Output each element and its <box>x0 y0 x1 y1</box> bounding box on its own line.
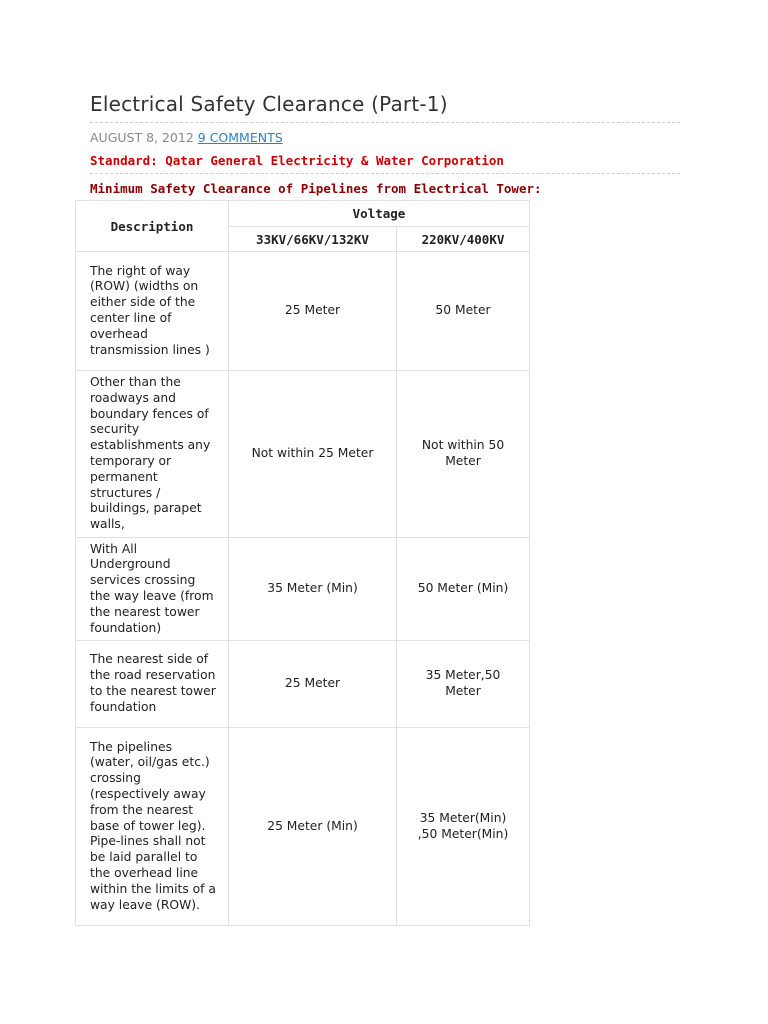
table-row <box>76 252 530 371</box>
row-value-low: Not within 25 Meter <box>229 371 397 538</box>
row-value-low: 25 Meter <box>229 641 397 728</box>
row-description: The nearest side of the road reservation to the nearest tower foundation <box>76 641 229 728</box>
row-description: With All Underground services crossing the way leave (from the nearest tower foundation) <box>76 538 229 641</box>
header-description: Description <box>76 201 229 252</box>
table-row <box>76 371 530 538</box>
table-row <box>76 538 530 641</box>
comments-link[interactable]: 9 COMMENTS <box>197 130 283 145</box>
standard-divider <box>90 173 680 174</box>
row-value-low: 25 Meter <box>229 252 397 371</box>
post-meta <box>90 130 283 145</box>
row-value-low: 25 Meter (Min) <box>229 728 397 926</box>
row-value-high: 50 Meter (Min) <box>397 538 530 641</box>
row-value-high: 35 Meter,50 Meter <box>397 641 530 728</box>
row-value-low: 35 Meter (Min) <box>229 538 397 641</box>
post-date: AUGUST 8, 2012 <box>90 130 194 145</box>
standard-line: Standard: Qatar General Electricity & Water Corporation <box>90 153 504 168</box>
clearance-table <box>75 200 530 926</box>
row-description: Other than the roadways and boundary fences of security establishments any temporary or permanent structures / buildings, parapet walls, <box>76 371 229 538</box>
row-value-high: 35 Meter(Min) ,50 Meter(Min) <box>397 728 530 926</box>
row-value-high: Not within 50 Meter <box>397 371 530 538</box>
row-description: The pipelines (water, oil/gas etc.) crossing (respectively away from the nearest base of tower leg). Pipe-lines shall not be laid parallel to the overhead line within the limits of a way leave (ROW). <box>76 728 229 926</box>
title-divider <box>90 122 680 123</box>
table-row <box>76 641 530 728</box>
row-description: The right of way (ROW) (widths on either side of the center line of overhead transmission lines ) <box>76 252 229 371</box>
table-row <box>76 728 530 926</box>
header-voltage: Voltage <box>229 201 530 227</box>
header-voltage-high: 220KV/400KV <box>397 227 530 252</box>
row-value-high: 50 Meter <box>397 252 530 371</box>
table-subheading: Minimum Safety Clearance of Pipelines from Electrical Tower: <box>90 181 542 196</box>
post-title: Electrical Safety Clearance (Part-1) <box>90 92 448 116</box>
header-voltage-low: 33KV/66KV/132KV <box>229 227 397 252</box>
